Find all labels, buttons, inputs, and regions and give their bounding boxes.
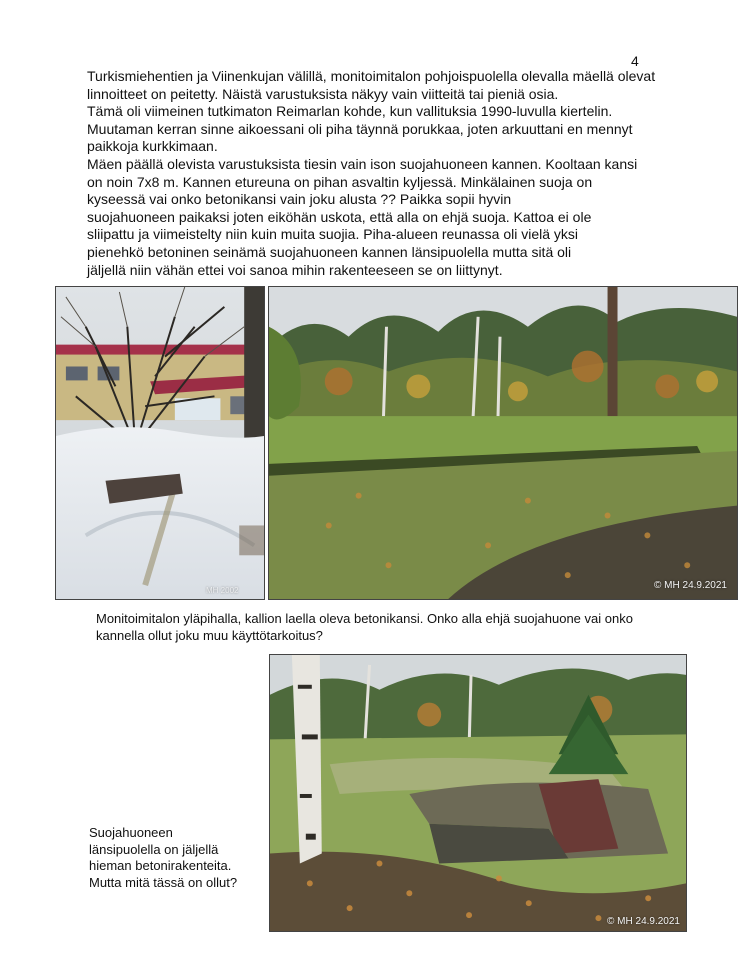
photo-rock-structure <box>269 654 687 932</box>
body-line: jäljellä niin vähän ettei voi sanoa mihin rakenteeseen se on liittynyt. <box>87 261 503 278</box>
winter-yard-image <box>56 287 264 599</box>
photo-concrete-slab <box>268 286 738 600</box>
caption-line: hieman betonirakenteita. <box>89 858 232 873</box>
body-line: linnoitteet on peitetty. Näistä varustuksista näkyy vain viitteitä tai pieniä osia. <box>87 85 559 102</box>
body-line: Muutaman kerran sinne aikoessani oli piha täynnä porukkaa, joten arkuuttani en mennyt <box>87 120 633 137</box>
body-line: Tämä oli viimeinen tutkimaton Reimarlan kohde, kun vallituksia 1990-luvulla kiertelin. <box>87 103 613 120</box>
body-line: kyseessä vai onko betonikansi vain joku alusta ?? Paikka sopii hyvin <box>87 191 512 208</box>
caption-line: Monitoimitalon yläpihalla, kallion laella oleva betonikansi. Onko alla ehjä suojahuone vai onko <box>96 611 633 626</box>
body-line: on noin 7x8 m. Kannen etureuna on pihan asvaltin kyljessä. Minkälainen suoja on <box>87 173 593 190</box>
caption-line: länsipuolella on jäljellä <box>89 841 219 857</box>
body-line: Turkismiehentien ja Viinenkujan välillä, monitoimitalon pohjoispuolella olevalla mäellä olevat <box>87 68 656 84</box>
body-text <box>87 68 707 279</box>
page-number: 4 <box>631 53 639 69</box>
caption-line: kannella ollut joku muu käyttötarkoitus? <box>96 627 323 643</box>
concrete-slab-image <box>269 287 737 599</box>
rock-photo-watermark: © MH 24.9.2021 <box>607 916 680 927</box>
body-line: paikkoja kurkkimaan. <box>87 138 218 155</box>
photo-winter-yard <box>55 286 265 600</box>
caption-line: Suojahuoneen <box>89 825 173 840</box>
caption-top <box>96 611 676 644</box>
caption-line: Mutta mitä tässä on ollut? <box>89 874 238 890</box>
slab-photo-watermark: © MH 24.9.2021 <box>654 580 727 591</box>
body-line: Mäen päällä olevista varustuksista tiesin vain ison suojahuoneen kannen. Kooltaan kansi <box>87 155 638 172</box>
snow-photo-watermark: MH 2002 <box>206 586 239 595</box>
rock-structure-image <box>270 655 686 931</box>
caption-side <box>89 825 264 891</box>
body-line: sliipattu ja viimeistelty niin kuin muita suojia. Piha-alueen reunassa oli vielä yksi <box>87 226 579 243</box>
body-line: pienehkö betoninen seinämä suojahuoneen kannen länsipuolella mutta sitä oli <box>87 243 572 260</box>
body-line: suojahuoneen paikaksi joten eiköhän uskota, että alla on ehjä suoja. Kattoa ei ole <box>87 208 592 225</box>
